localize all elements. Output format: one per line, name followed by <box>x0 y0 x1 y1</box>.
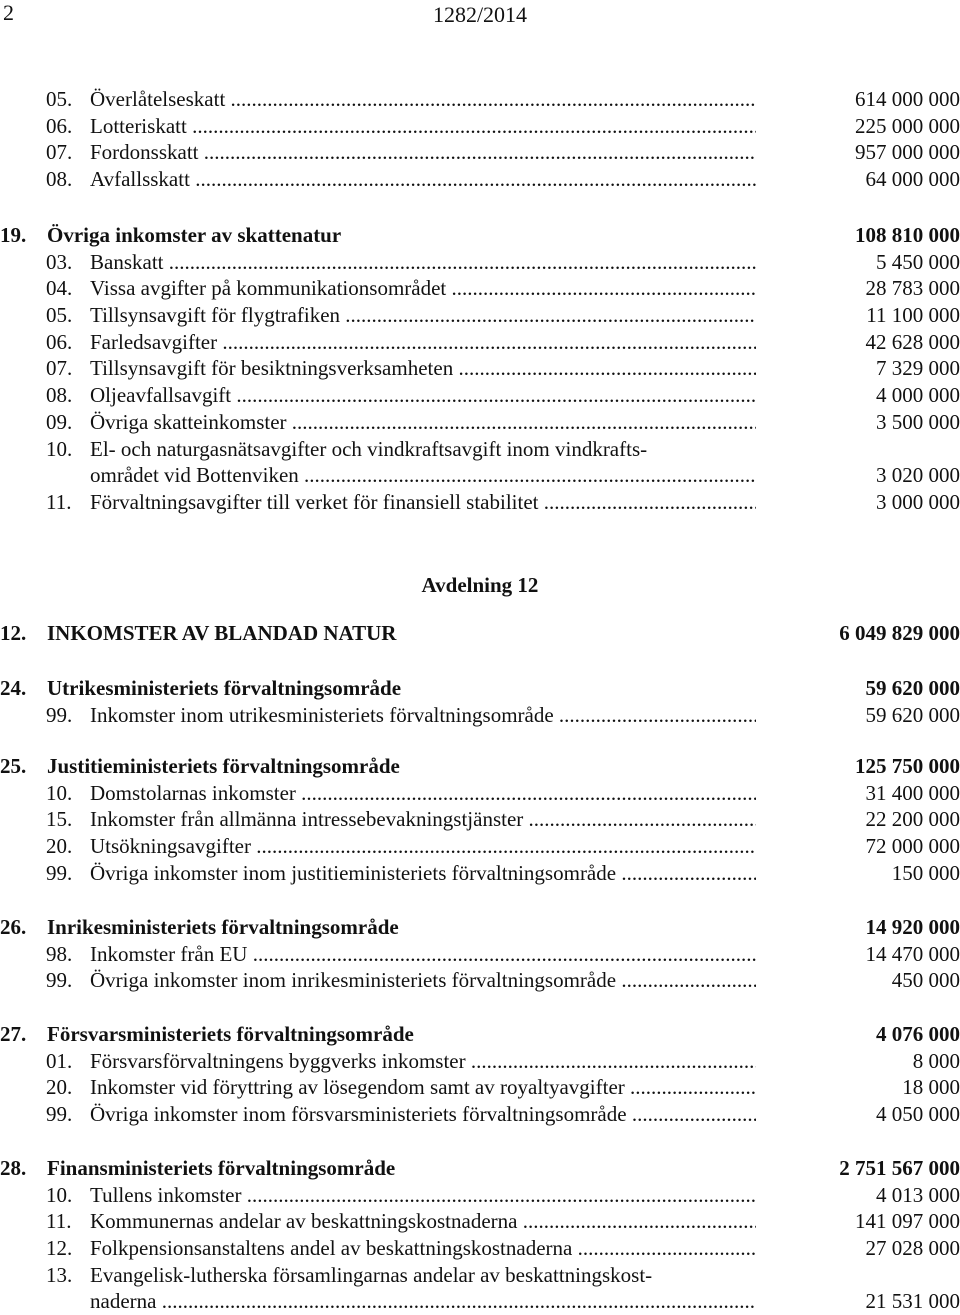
row-label: Försvarsförvaltningens byggverks inkomster ..... <box>90 1048 756 1075</box>
row-amount: 64 000 000 <box>866 166 960 193</box>
row-amount: 4 013 000 <box>876 1182 960 1209</box>
row-amount: 11 100 000 <box>866 302 960 329</box>
row-number: 15. <box>46 806 72 833</box>
row-label: Utsökningsavgifter ..... <box>90 833 756 860</box>
budget-row-wrapped <box>0 1262 960 1315</box>
row-number: 05. <box>46 302 72 329</box>
row-number: 08. <box>46 166 72 193</box>
row-number: 99. <box>46 860 72 887</box>
budget-row <box>0 409 960 436</box>
row-label: Försvarsministeriets förvaltningsområde <box>47 1021 713 1048</box>
budget-row <box>0 1074 960 1101</box>
budget-row <box>0 1208 960 1235</box>
budget-row <box>0 86 960 113</box>
row-number: 99. <box>46 702 72 729</box>
row-label: Övriga inkomster av skattenatur <box>47 222 713 249</box>
budget-row <box>0 1182 960 1209</box>
row-number: 12. <box>46 1235 72 1262</box>
budget-row <box>0 382 960 409</box>
row-label: Inkomster från EU ..... <box>90 941 756 968</box>
row-label: Avfallsskatt ..... <box>90 166 756 193</box>
row-label: Domstolarnas inkomster ..... <box>90 780 756 807</box>
row-number: 08. <box>46 382 72 409</box>
section-head-row <box>0 620 960 647</box>
row-amount: 4 050 000 <box>876 1101 960 1128</box>
row-number: 06. <box>46 113 72 140</box>
budget-row <box>0 702 960 729</box>
row-amount: 957 000 000 <box>855 139 960 166</box>
budget-row <box>0 860 960 887</box>
budget-row <box>0 139 960 166</box>
row-label: Lotteriskatt ..... <box>90 113 756 140</box>
budget-row <box>0 833 960 860</box>
row-label: Kommunernas andelar av beskattningskostnaderna ..... <box>90 1208 756 1235</box>
row-number: 26. <box>0 914 26 941</box>
row-number: 28. <box>0 1155 26 1182</box>
row-number: 20. <box>46 1074 72 1101</box>
budget-row <box>0 1048 960 1075</box>
row-label <box>90 1262 756 1315</box>
row-number: 10. <box>46 436 72 463</box>
row-label: Tillsynsavgift för flygtrafiken ..... <box>90 302 756 329</box>
row-number: 07. <box>46 139 72 166</box>
row-number: 19. <box>0 222 26 249</box>
row-number: 27. <box>0 1021 26 1048</box>
row-amount: 5 450 000 <box>876 249 960 276</box>
budget-row <box>0 967 960 994</box>
row-label: Vissa avgifter på kommunikationsområdet ..... <box>90 275 756 302</box>
row-label: Inrikesministeriets förvaltningsområde <box>47 914 713 941</box>
row-number: 25. <box>0 753 26 780</box>
row-number: 10. <box>46 1182 72 1209</box>
row-label: Utrikesministeriets förvaltningsområde <box>47 675 713 702</box>
row-label: Oljeavfallsavgift ..... <box>90 382 756 409</box>
row-number: 10. <box>46 780 72 807</box>
budget-row <box>0 249 960 276</box>
row-number: 99. <box>46 967 72 994</box>
row-number: 12. <box>0 620 26 647</box>
row-label: Inkomster från allmänna intressebevakningstjänster ..... <box>90 806 756 833</box>
row-amount: 450 000 <box>892 967 960 994</box>
budget-row <box>0 113 960 140</box>
budget-row <box>0 302 960 329</box>
row-label: Tillsynsavgift för besiktningsverksamheten ..... <box>90 355 756 382</box>
budget-row <box>0 166 960 193</box>
row-amount: 4 076 000 <box>876 1021 960 1048</box>
row-number: 13. <box>46 1262 72 1289</box>
section-head-row <box>0 675 960 702</box>
row-amount: 42 628 000 <box>866 329 960 356</box>
row-amount: 2 751 567 000 <box>839 1155 960 1182</box>
row-number: 98. <box>46 941 72 968</box>
section-head-row <box>0 1021 960 1048</box>
row-label: Farledsavgifter ..... <box>90 329 756 356</box>
row-label-line-1: El- och naturgasnätsavgifter och vindkraftsavgift inom vindkrafts- <box>90 436 756 463</box>
budget-row <box>0 780 960 807</box>
row-amount: 21 531 000 <box>866 1288 960 1315</box>
row-amount: 14 920 000 <box>866 914 960 941</box>
row-amount: 18 000 <box>902 1074 960 1101</box>
row-label: INKOMSTER AV BLANDAD NATUR <box>47 620 713 647</box>
row-amount: 125 750 000 <box>855 753 960 780</box>
row-amount: 31 400 000 <box>866 780 960 807</box>
block-12 <box>0 620 960 647</box>
budget-row-wrapped <box>0 436 960 489</box>
row-label: Fordonsskatt ..... <box>90 139 756 166</box>
row-label: Förvaltningsavgifter till verket för finansiell stabilitet ..... <box>90 489 756 516</box>
budget-row <box>0 1235 960 1262</box>
row-label <box>90 436 756 489</box>
budget-row <box>0 355 960 382</box>
budget-row <box>0 489 960 516</box>
block-19 <box>0 222 960 516</box>
section-head-row <box>0 753 960 780</box>
budget-row <box>0 1101 960 1128</box>
budget-row <box>0 806 960 833</box>
document-reference: 1282/2014 <box>0 2 960 28</box>
row-label: Banskatt ..... <box>90 249 756 276</box>
row-amount: 150 000 <box>892 860 960 887</box>
row-amount: 72 000 000 <box>866 833 960 860</box>
row-number: 07. <box>46 355 72 382</box>
row-label-line-2: området vid Bottenviken ..... <box>90 462 756 489</box>
page-number: 2 <box>3 0 14 26</box>
budget-row <box>0 329 960 356</box>
section-head-row <box>0 1155 960 1182</box>
row-amount: 27 028 000 <box>866 1235 960 1262</box>
row-number: 05. <box>46 86 72 113</box>
row-amount: 4 000 000 <box>876 382 960 409</box>
row-amount: 59 620 000 <box>866 702 960 729</box>
row-number: 11. <box>46 1208 71 1235</box>
block-24 <box>0 675 960 728</box>
row-amount: 28 783 000 <box>866 275 960 302</box>
row-amount: 8 000 <box>913 1048 960 1075</box>
row-number: 24. <box>0 675 26 702</box>
row-amount: 22 200 000 <box>866 806 960 833</box>
row-label: Övriga skatteinkomster ..... <box>90 409 756 436</box>
row-label: Övriga inkomster inom justitieministeriets förvaltningsområde ..... <box>90 860 756 887</box>
block-27 <box>0 1021 960 1128</box>
block-top <box>0 86 960 193</box>
row-number: 04. <box>46 275 72 302</box>
section-head-row <box>0 914 960 941</box>
row-label: Överlåtelseskatt ..... <box>90 86 756 113</box>
row-number: 06. <box>46 329 72 356</box>
block-28 <box>0 1155 960 1315</box>
row-amount: 59 620 000 <box>866 675 960 702</box>
row-number: 03. <box>46 249 72 276</box>
section-title: Avdelning 12 <box>0 573 960 598</box>
row-label: Övriga inkomster inom försvarsministeriets förvaltningsområde ..... <box>90 1101 756 1128</box>
row-amount: 3 500 000 <box>876 409 960 436</box>
row-number: 11. <box>46 489 71 516</box>
row-label: Tullens inkomster ..... <box>90 1182 756 1209</box>
section-head-row <box>0 222 960 249</box>
budget-row <box>0 275 960 302</box>
row-amount: 3 020 000 <box>876 462 960 489</box>
row-amount: 225 000 000 <box>855 113 960 140</box>
row-number: 20. <box>46 833 72 860</box>
block-25 <box>0 753 960 886</box>
row-label: Folkpensionsanstaltens andel av beskattningskostnaderna ..... <box>90 1235 756 1262</box>
row-number: 99. <box>46 1101 72 1128</box>
row-amount: 108 810 000 <box>855 222 960 249</box>
row-amount: 6 049 829 000 <box>839 620 960 647</box>
row-amount: 3 000 000 <box>876 489 960 516</box>
row-label: Justitieministeriets förvaltningsområde <box>47 753 713 780</box>
row-label: Inkomster vid föryttring av lösegendom samt av royaltyavgifter ..... <box>90 1074 756 1101</box>
row-amount: 141 097 000 <box>855 1208 960 1235</box>
row-label: Övriga inkomster inom inrikesministeriets förvaltningsområde ..... <box>90 967 756 994</box>
row-label: Finansministeriets förvaltningsområde <box>47 1155 713 1182</box>
row-label-line-2: naderna ..... <box>90 1288 756 1315</box>
row-label: Inkomster inom utrikesministeriets förvaltningsområde ..... <box>90 702 756 729</box>
row-number: 01. <box>46 1048 72 1075</box>
block-26 <box>0 914 960 994</box>
row-label-line-1: Evangelisk-lutherska församlingarnas andelar av beskattningskost- <box>90 1262 756 1289</box>
row-amount: 14 470 000 <box>866 941 960 968</box>
row-amount: 614 000 000 <box>855 86 960 113</box>
budget-row <box>0 941 960 968</box>
row-number: 09. <box>46 409 72 436</box>
row-amount: 7 329 000 <box>876 355 960 382</box>
